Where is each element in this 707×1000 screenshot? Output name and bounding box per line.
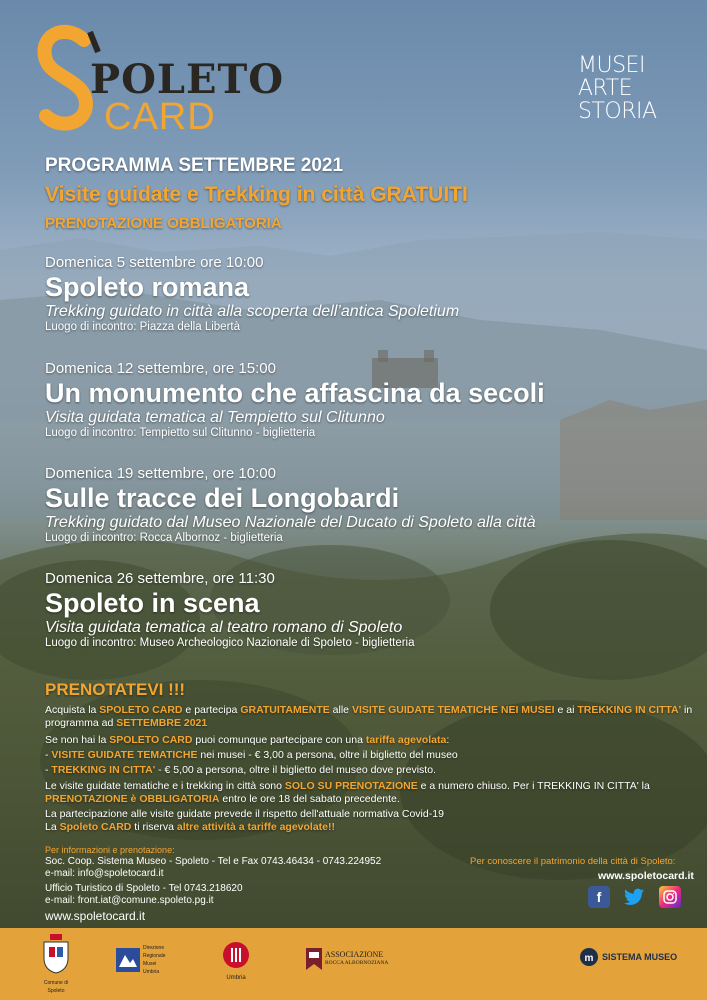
rocca-icon (306, 948, 322, 970)
event-title: Spoleto romana (45, 272, 250, 302)
coat-of-arms-icon (41, 934, 71, 974)
info-paragraph-4: - TREKKING IN CITTA' - € 5,00 a persona, oltre il biglietto del museo dove previsto. (45, 764, 436, 776)
dir-musei-icon (116, 948, 140, 972)
event-date: Domenica 19 settembre, ore 10:00 (45, 465, 276, 482)
event-1 (45, 254, 459, 333)
visite-subtitle: Visite guidate e Trekking in città GRATUITI (45, 183, 468, 206)
musei-arte-storia-logo (578, 54, 678, 123)
twitter-icon[interactable] (623, 886, 645, 908)
program-title: PROGRAMMA SETTEMBRE 2021 (45, 155, 344, 176)
facebook-icon[interactable]: f (588, 886, 610, 908)
umbria-icon (222, 941, 250, 969)
sistema-museo-logo: m SISTEMA MUSEO (580, 948, 677, 966)
event-meeting-point: Luogo di incontro: Museo Archeologico Nazionale di Spoleto - biglietteria (45, 637, 415, 649)
event-meeting-point: Luogo di incontro: Rocca Albornoz - biglietteria (45, 532, 283, 544)
contacts-label: Per informazioni e prenotazione: (45, 845, 175, 855)
contact-email-1[interactable]: e-mail: info@spoletocard.it (45, 868, 164, 879)
info-paragraph-1: Acquista la SPOLETO CARD e partecipa GRATUITAMENTE alle VISITE GUIDATE TEMATICHE NEI MUSEI e ai TREKKING IN CITTA' in programma ad SETTEMBRE 2021 (45, 704, 693, 729)
info-paragraph-5: Le visite guidate tematiche e i trekking in città sono SOLO SU PRENOTAZIONE e a numero chiuso. Per i TREKKING IN CITTA' la PRENOTAZIONE è OBBLIGATORIA entro le ore 18 del sabato precedente. (45, 780, 650, 805)
instagram-icon[interactable] (659, 886, 681, 908)
sistema-museo-icon (580, 948, 598, 966)
event-3 (45, 465, 536, 544)
info-paragraph-3: - VISITE GUIDATE TEMATICHE nei musei - € 3,00 a persona, oltre il biglietto del museo (45, 749, 458, 761)
event-description: Visita guidata tematica al Tempietto sul Clitunno (45, 409, 385, 426)
info-paragraph-6: La partecipazione alle visite guidate prevede il rispetto dell'attuale normativa Covid-19 La Spoleto CARD ti riserva altre attività a tariffe agevolate!! (45, 808, 444, 833)
contact-line-3: Ufficio Turistico di Spoleto - Tel 0743.218620 (45, 883, 243, 894)
event-meeting-point: Luogo di incontro: Tempietto sul Clitunno - biglietteria (45, 427, 316, 439)
info-paragraph-2: Se non hai la SPOLETO CARD puoi comunque partecipare con una tariffa agevolata: (45, 734, 450, 746)
website-link-right[interactable]: www.spoletocard.it (598, 870, 694, 882)
svg-text:m: m (584, 953, 594, 964)
event-date: Domenica 26 settembre, ore 11:30 (45, 570, 275, 587)
prenotatevi-title: PRENOTATEVI !!! (45, 680, 186, 699)
event-description: Trekking guidato dal Museo Nazionale del Ducato di Spoleto alla città (45, 514, 536, 531)
event-description: Visita guidata tematica al teatro romano di Spoleto (45, 619, 403, 636)
event-meeting-point: Luogo di incontro: Piazza della Libertà (45, 321, 240, 333)
musei-line2: ARTE (578, 76, 633, 101)
event-2 (45, 360, 545, 439)
logo-card-text: CARD (104, 96, 216, 138)
patrimonio-note: Per conoscere il patrimonio della città di Spoleto: (470, 856, 676, 867)
event-4 (45, 570, 415, 649)
associazione-rocca-logo: ASSOCIAZIONE ROCCA ALBORNOZIANA (306, 948, 388, 970)
contact-email-2[interactable]: e-mail: front.iat@comune.spoleto.pg.it (45, 895, 214, 906)
direzione-musei-logo: Direzione Regionale Musei Umbria (116, 946, 171, 974)
musei-line1: MUSEI (578, 53, 645, 78)
event-description: Trekking guidato in città alla scoperta dell’antica Spoletium (45, 303, 460, 320)
logo-spoleto-text: POLETO (90, 56, 285, 103)
musei-line3: STORIA (578, 99, 657, 124)
regione-umbria-logo: Umbria (221, 941, 251, 982)
event-title: Sulle tracce dei Longobardi (45, 483, 400, 513)
event-title: Spoleto in scena (45, 588, 260, 618)
event-title: Un monumento che affascina da secoli (45, 378, 545, 408)
event-date: Domenica 5 settembre ore 10:00 (45, 254, 264, 271)
contact-line-1: Soc. Coop. Sistema Museo - Spoleto - Tel e Fax 0743.46434 - 0743.224952 (45, 856, 382, 867)
prenotazione-note: PRENOTAZIONE OBBLIGATORIA (45, 215, 282, 232)
event-date: Domenica 12 settembre, ore 15:00 (45, 360, 276, 377)
comune-spoleto-logo: Comune di Spoleto (36, 934, 76, 995)
website-link-left[interactable]: www.spoletocard.it (45, 909, 146, 923)
